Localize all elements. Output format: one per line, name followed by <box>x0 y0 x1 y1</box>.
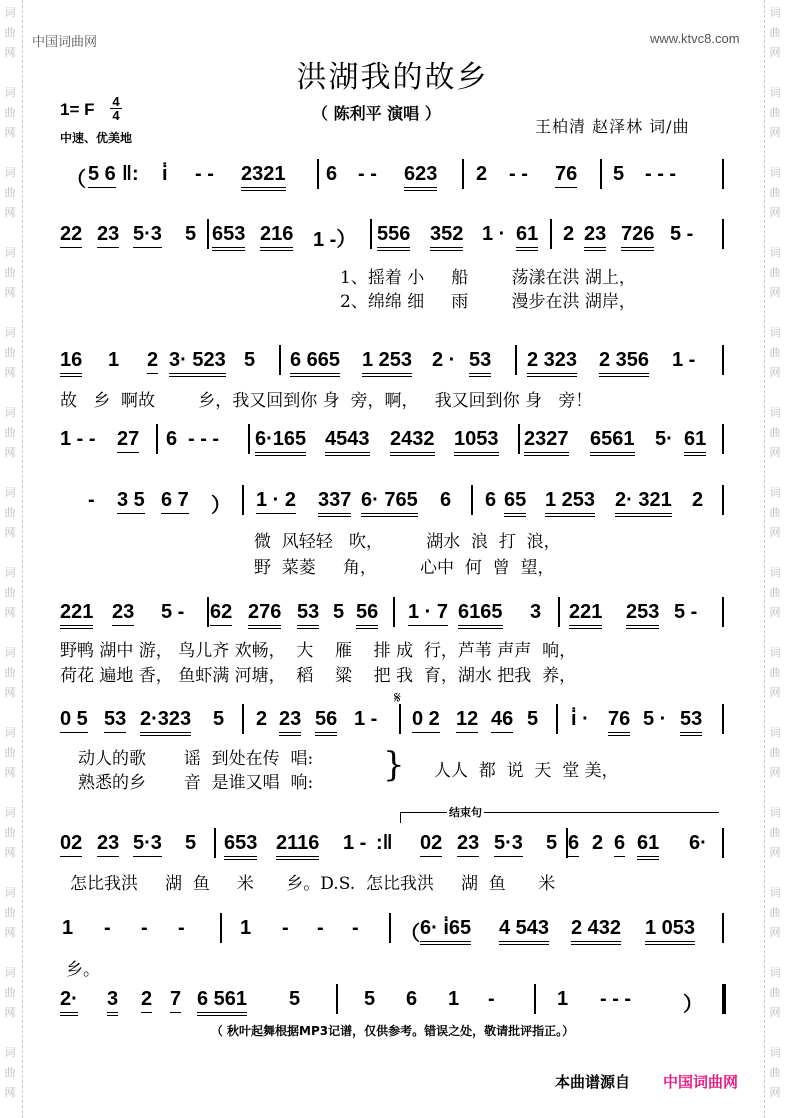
watermark-glyph: 词 <box>4 1046 16 1059</box>
watermark-glyph: 曲 <box>769 106 781 119</box>
watermark-glyph: 网 <box>769 1086 781 1099</box>
note-group: 2 <box>563 223 575 245</box>
note-group: 65 <box>504 489 526 517</box>
note-group: 6·165 <box>255 428 306 456</box>
watermark-glyph: 词 <box>769 806 781 819</box>
watermark-glyph: 曲 <box>4 426 16 439</box>
watermark-glyph: 网 <box>4 686 16 699</box>
note-group: 5 <box>527 708 539 730</box>
lyric-line: 野鸭 湖中 游， 鸟儿齐 欢畅， 大 雁 排 成 行，芦苇 声声 响， <box>60 641 577 661</box>
note-group: 23 <box>584 223 606 251</box>
barline <box>207 219 209 249</box>
barline <box>600 159 602 189</box>
watermark-glyph: 曲 <box>4 346 16 359</box>
note-group: - - <box>195 163 214 185</box>
watermark-glyph: 曲 <box>769 666 781 679</box>
note-group: 726 <box>621 223 654 251</box>
note-group: 23 <box>279 708 301 736</box>
source-site-link[interactable]: 中国词曲网 <box>663 1073 739 1091</box>
note-group: 352 <box>430 223 463 251</box>
note-group: 1 <box>448 988 460 1010</box>
watermark-glyph: 网 <box>4 926 16 939</box>
source-label: 本曲谱源自 <box>555 1073 631 1091</box>
watermark-glyph: 曲 <box>4 186 16 199</box>
watermark-glyph: 词 <box>4 6 16 19</box>
segno-icon: 𝄋 <box>394 690 401 707</box>
barline <box>722 828 724 858</box>
note-group: 5 · <box>643 708 667 730</box>
note-group: 2 <box>147 349 158 374</box>
note-group: - - <box>358 163 377 185</box>
watermark-glyph: 词 <box>769 6 781 19</box>
note-group: 76 <box>555 163 577 188</box>
watermark-glyph: 曲 <box>769 186 781 199</box>
watermark-glyph: 词 <box>4 966 16 979</box>
note-group: - <box>488 988 495 1010</box>
note-group: 12 <box>456 708 478 733</box>
right-watermark-strip <box>764 0 785 1118</box>
note-group: 5 - <box>161 601 185 623</box>
lyric-line: 动人的歌 谣 到处在传 唱: <box>78 749 314 769</box>
watermark-glyph: 网 <box>4 286 16 299</box>
tempo-marking: 中速、优美地 <box>60 131 133 145</box>
watermark-glyph: 曲 <box>769 26 781 39</box>
note-group: 1 · 7 <box>408 601 448 626</box>
note-group: 53 <box>297 601 319 629</box>
note-group: 1 - <box>354 708 378 730</box>
note-group: 1 <box>240 917 252 939</box>
note-group: :‖ <box>376 832 393 854</box>
note-group: 221 <box>569 601 602 629</box>
note-group: 1 -） <box>313 229 357 251</box>
note-group: - - - <box>645 163 677 185</box>
watermark-glyph: 词 <box>4 886 16 899</box>
watermark-glyph: 词 <box>4 326 16 339</box>
site-url-right: www.ktvc8.com <box>650 31 740 46</box>
song-title: 洪湖我的故乡 <box>296 60 489 95</box>
note-group: 0 2 <box>412 708 440 733</box>
barline <box>279 345 281 375</box>
watermark-glyph: 曲 <box>769 506 781 519</box>
time-signature-top: 4 <box>112 94 120 109</box>
note-group: - - - <box>188 428 220 450</box>
watermark-glyph: 词 <box>4 726 16 739</box>
note-group: 2 <box>692 489 704 511</box>
lyric-line: 故 乡 啊故 乡，我又回到你 身 旁，啊， 我又回到你 身 旁！ <box>60 391 593 411</box>
watermark-glyph: 网 <box>4 526 16 539</box>
barline <box>722 219 724 249</box>
barline <box>556 704 558 734</box>
note-group: 53 <box>469 349 491 377</box>
watermark-glyph: 曲 <box>769 346 781 359</box>
lyric-line: 野 菜菱 角， 心中 何 曾 望， <box>254 558 555 578</box>
note-group: 6 <box>166 428 178 450</box>
watermark-glyph: 词 <box>769 966 781 979</box>
note-group: 2 <box>476 163 488 185</box>
watermark-glyph: 网 <box>769 1006 781 1019</box>
note-group: - <box>178 917 185 939</box>
watermark-glyph: 词 <box>4 646 16 659</box>
barline <box>471 485 473 515</box>
note-group: 23 <box>97 832 119 857</box>
note-group: 6· <box>689 832 707 854</box>
barline <box>214 828 216 858</box>
note-group: 1 · 2 <box>256 489 296 514</box>
note-group: 5 <box>289 988 301 1010</box>
note-group: 2 <box>592 832 604 854</box>
watermark-glyph: 网 <box>769 526 781 539</box>
barline <box>550 219 552 249</box>
watermark-glyph: 网 <box>769 926 781 939</box>
note-group: 3 5 <box>117 489 145 514</box>
note-group: 6 <box>326 163 338 185</box>
note-group: ‖: <box>122 163 139 185</box>
note-group: 1 253 <box>362 349 412 377</box>
note-group: - - - <box>600 988 632 1010</box>
barline <box>336 984 338 1014</box>
barline <box>462 159 464 189</box>
note-group: 1 <box>557 988 569 1010</box>
note-group: 1 <box>108 349 120 371</box>
note-group: 5 - <box>670 223 694 245</box>
time-signature <box>110 95 122 122</box>
barline <box>534 984 536 1014</box>
watermark-glyph: 曲 <box>4 106 16 119</box>
watermark-glyph: 词 <box>769 326 781 339</box>
watermark-glyph: 曲 <box>769 426 781 439</box>
watermark-glyph: 曲 <box>4 586 16 599</box>
note-group: 2· <box>60 988 78 1016</box>
note-group: 61 <box>637 832 659 860</box>
note-group: 6 <box>485 489 497 511</box>
watermark-glyph: 词 <box>769 166 781 179</box>
watermark-glyph: 网 <box>4 1086 16 1099</box>
note-group: 653 <box>212 223 245 251</box>
note-group: （ <box>66 169 86 191</box>
watermark-glyph: 曲 <box>769 586 781 599</box>
note-group: 02 <box>420 832 442 857</box>
watermark-glyph: 曲 <box>4 26 16 39</box>
watermark-glyph: 曲 <box>4 986 16 999</box>
watermark-glyph: 曲 <box>4 666 16 679</box>
note-group: 1 - <box>672 349 696 371</box>
watermark-glyph: 网 <box>4 46 16 59</box>
watermark-glyph: 网 <box>4 446 16 459</box>
watermark-glyph: 词 <box>769 486 781 499</box>
brace-icon: } <box>383 745 405 785</box>
barline <box>722 159 724 189</box>
time-signature-bottom: 4 <box>110 108 122 122</box>
watermark-glyph: 网 <box>769 446 781 459</box>
note-group: 4 543 <box>499 917 549 945</box>
watermark-glyph: 网 <box>769 766 781 779</box>
note-group: 6 7 <box>161 489 189 514</box>
ending-label: 结束句 <box>449 806 482 819</box>
watermark-glyph: 曲 <box>4 906 16 919</box>
watermark-glyph: 网 <box>769 126 781 139</box>
watermark-glyph: 网 <box>4 206 16 219</box>
note-group: 76 <box>608 708 630 736</box>
watermark-glyph: 词 <box>769 886 781 899</box>
note-group: i̇ <box>162 163 168 185</box>
watermark-glyph: 网 <box>4 1006 16 1019</box>
barline <box>389 913 391 943</box>
watermark-glyph: 词 <box>4 166 16 179</box>
watermark-glyph: 网 <box>4 846 16 859</box>
watermark-glyph: 词 <box>769 86 781 99</box>
barline <box>722 597 724 627</box>
note-group: 1 · <box>482 223 506 245</box>
left-watermark-strip <box>0 0 23 1118</box>
note-group: ） <box>211 495 231 517</box>
watermark-glyph: 曲 <box>769 266 781 279</box>
transcription-note: （ 秋叶起舞根据MP3记谱，仅供参考。错误之处，敬请批评指正。） <box>210 1024 575 1038</box>
singer-credit: （ 陈利平 演唱 ） <box>312 104 441 123</box>
note-group: 1 <box>62 917 74 939</box>
watermark-glyph: 网 <box>769 606 781 619</box>
barline <box>518 424 520 454</box>
note-group: 276 <box>248 601 281 629</box>
watermark-glyph: 词 <box>769 1046 781 1059</box>
watermark-glyph: 网 <box>769 846 781 859</box>
note-group: 6· i̇65 <box>420 917 471 945</box>
watermark-glyph: 词 <box>769 406 781 419</box>
watermark-glyph: 词 <box>4 86 16 99</box>
barline <box>242 485 244 515</box>
barline <box>558 597 560 627</box>
note-group: 2321 <box>241 163 286 191</box>
barline <box>722 485 724 515</box>
note-group: 5 <box>185 832 197 854</box>
watermark-glyph: 词 <box>769 646 781 659</box>
note-group: 6 665 <box>290 349 340 377</box>
note-group: 53 <box>104 708 126 733</box>
barline <box>207 597 209 627</box>
note-group: 5· <box>655 428 673 450</box>
note-group: - <box>282 917 289 939</box>
lyric-line: 1、摇着 小 船 荡漾在洪 湖上， <box>340 268 636 288</box>
note-group: 61 <box>516 223 538 251</box>
note-group: - <box>141 917 148 939</box>
note-group: 653 <box>224 832 257 860</box>
lyric-line: 2、绵绵 细 雨 漫步在洪 湖岸， <box>340 292 636 312</box>
note-group: - <box>104 917 111 939</box>
note-group: 23 <box>457 832 479 857</box>
note-group: 6 <box>614 832 625 857</box>
watermark-glyph: 曲 <box>769 746 781 759</box>
note-group: 22 <box>60 223 82 248</box>
note-group: 1 - <box>343 832 367 854</box>
barline <box>722 424 724 454</box>
note-group: （ <box>400 923 420 945</box>
barline <box>317 159 319 189</box>
watermark-glyph: 词 <box>4 406 16 419</box>
note-group: 2 356 <box>599 349 649 377</box>
note-group: 2·323 <box>140 708 191 736</box>
note-group: - - <box>509 163 528 185</box>
note-group: - <box>317 917 324 939</box>
note-group: 6165 <box>458 601 503 629</box>
barline <box>370 219 372 249</box>
note-group: 5·3 <box>494 832 523 857</box>
barline <box>220 913 222 943</box>
note-group: 7 <box>170 988 181 1013</box>
note-group: 5 <box>613 163 625 185</box>
note-group: 2 <box>141 988 152 1013</box>
note-group: 02 <box>60 832 82 857</box>
note-group: 27 <box>117 428 139 453</box>
site-name-left: 中国词曲网 <box>32 34 98 49</box>
authors-credit: 王柏清 赵泽林 词/曲 <box>535 117 690 136</box>
watermark-glyph: 词 <box>769 246 781 259</box>
watermark-glyph: 词 <box>4 486 16 499</box>
watermark-glyph: 曲 <box>4 826 16 839</box>
watermark-glyph: 网 <box>4 766 16 779</box>
note-group: 2116 <box>276 832 319 860</box>
note-group: 23 <box>97 223 119 248</box>
note-group: 6 561 <box>197 988 247 1016</box>
watermark-glyph: 曲 <box>4 746 16 759</box>
note-group: - <box>88 489 95 511</box>
note-group: 6 <box>440 489 452 511</box>
lyric-line: 人人 都 说 天 堂 美， <box>434 761 619 781</box>
note-group: 216 <box>260 223 293 251</box>
watermark-glyph: 曲 <box>769 906 781 919</box>
watermark-glyph: 词 <box>4 806 16 819</box>
note-group: 5 <box>546 832 558 854</box>
barline <box>722 704 724 734</box>
key-signature: 1= F <box>60 100 95 119</box>
watermark-glyph: 曲 <box>4 506 16 519</box>
watermark-glyph: 网 <box>769 206 781 219</box>
watermark-glyph: 网 <box>769 286 781 299</box>
note-group: 2 323 <box>527 349 577 377</box>
note-group: 1053 <box>454 428 499 456</box>
barline <box>722 913 724 943</box>
barline <box>515 345 517 375</box>
note-group: 5 <box>213 708 225 730</box>
lyric-line: 荷花 遍地 香， 鱼虾满 河塘， 稻 粱 把 我 育，湖水 把我 养， <box>60 666 577 686</box>
note-group: 2 <box>256 708 268 730</box>
note-group: 5·3 <box>133 832 162 857</box>
barline <box>248 424 250 454</box>
note-group: 62 <box>210 601 232 626</box>
note-group: 1 053 <box>645 917 695 945</box>
note-group: 2 432 <box>571 917 621 945</box>
watermark-glyph: 曲 <box>769 1066 781 1079</box>
watermark-glyph: 曲 <box>4 266 16 279</box>
watermark-glyph: 网 <box>769 686 781 699</box>
note-group: ） <box>683 994 703 1016</box>
watermark-glyph: 词 <box>4 566 16 579</box>
note-group: 23 <box>112 601 134 626</box>
note-group: 623 <box>404 163 437 191</box>
watermark-glyph: 曲 <box>769 986 781 999</box>
barline <box>722 984 726 1014</box>
note-group: 1 - - <box>60 428 96 450</box>
note-group: 5 - <box>674 601 698 623</box>
note-group: 6 <box>568 832 579 857</box>
watermark-glyph: 网 <box>4 366 16 379</box>
note-group: 3 <box>530 601 542 623</box>
note-group: 56 <box>356 601 378 629</box>
watermark-glyph: 网 <box>769 366 781 379</box>
note-group: 221 <box>60 601 93 629</box>
watermark-glyph: 网 <box>4 126 16 139</box>
barline <box>242 704 244 734</box>
lyric-line: 微 风轻轻 吹， 湖水 浪 打 浪， <box>254 532 561 552</box>
note-group: 5·3 <box>133 223 162 248</box>
note-group: 46 <box>491 708 513 733</box>
note-group: 5 <box>185 223 197 245</box>
note-group: 2· 321 <box>615 489 672 517</box>
barline <box>156 424 158 454</box>
watermark-glyph: 网 <box>769 46 781 59</box>
note-group: 53 <box>680 708 702 736</box>
note-group: 61 <box>684 428 706 456</box>
barline <box>393 597 395 627</box>
watermark-glyph: 词 <box>769 566 781 579</box>
lyric-line: 怎比我洪 湖 鱼 米 乡。D.S. 怎比我洪 湖 鱼 米 <box>70 874 556 894</box>
note-group: i̇ · <box>571 708 589 730</box>
watermark-glyph: 曲 <box>4 1066 16 1079</box>
note-group: 6561 <box>590 428 635 456</box>
note-group: 56 <box>315 708 337 736</box>
note-group: 556 <box>377 223 410 251</box>
note-group: 5 6 <box>88 163 116 188</box>
barline <box>399 704 401 734</box>
watermark-glyph: 曲 <box>769 826 781 839</box>
barline <box>722 345 724 375</box>
note-group: 3 <box>107 988 118 1016</box>
note-group: 6· 765 <box>361 489 418 517</box>
note-group: 337 <box>318 489 351 517</box>
note-group: 2 · <box>432 349 456 371</box>
note-group: 0 5 <box>60 708 88 733</box>
watermark-glyph: 网 <box>4 606 16 619</box>
lyric-line: 熟悉的乡 音 是谁又唱 响: <box>78 773 314 793</box>
note-group: 253 <box>626 601 659 629</box>
lyric-line: 乡。 <box>66 960 100 980</box>
note-group: 1 253 <box>545 489 595 517</box>
watermark-glyph: 词 <box>769 726 781 739</box>
note-group: 2432 <box>390 428 435 456</box>
watermark-glyph: 词 <box>4 246 16 259</box>
note-group: - <box>352 917 359 939</box>
note-group: 16 <box>60 349 82 377</box>
note-group: 4543 <box>325 428 370 456</box>
note-group: 3· 523 <box>169 349 226 377</box>
note-group: 2327 <box>524 428 569 456</box>
note-group: 5 <box>333 601 345 623</box>
note-group: 5 <box>244 349 256 371</box>
note-group: 5 <box>364 988 376 1010</box>
note-group: 6 <box>406 988 418 1010</box>
